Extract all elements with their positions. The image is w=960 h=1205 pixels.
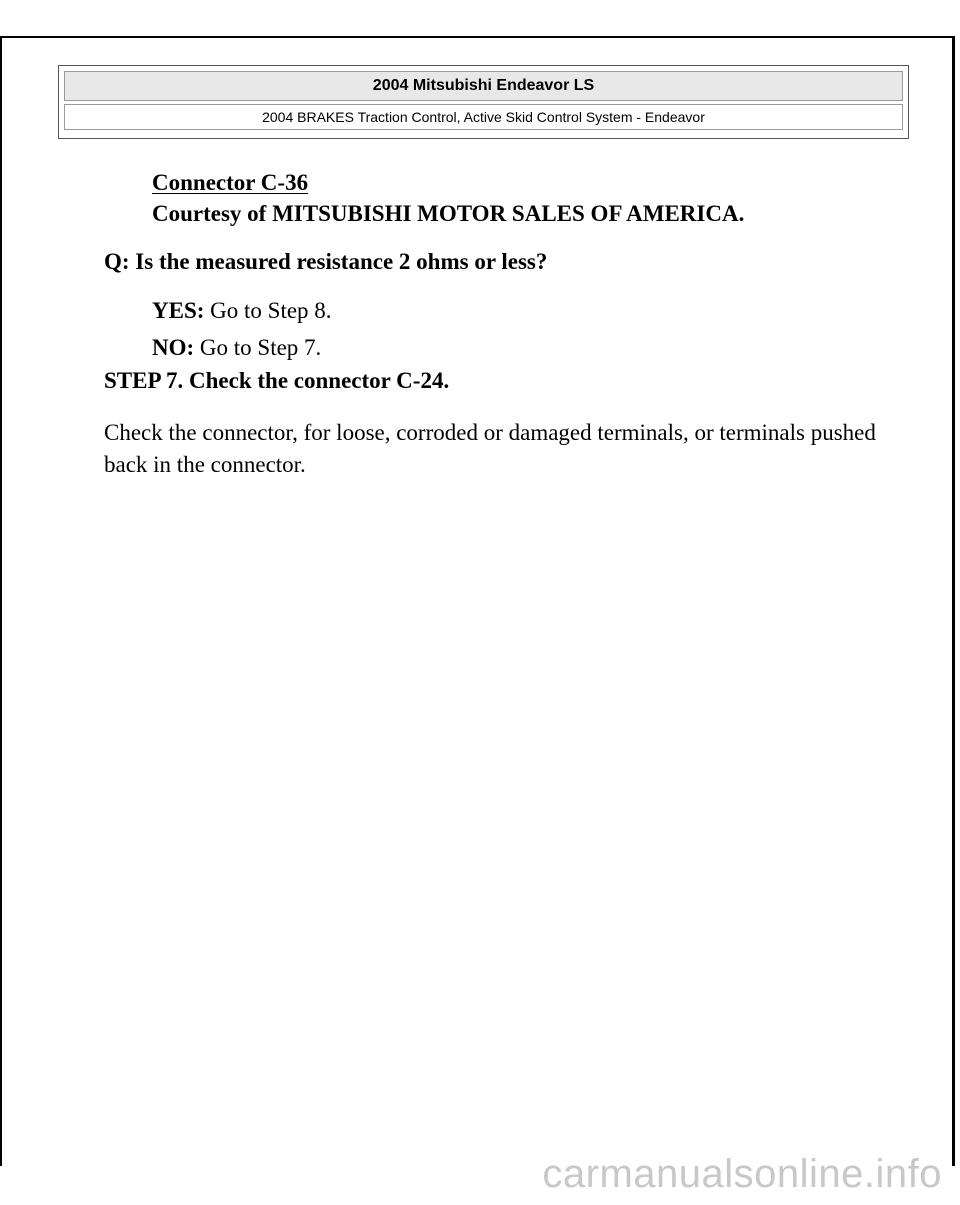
header-inner [64, 71, 903, 133]
figure-caption-courtesy: Courtesy of MITSUBISHI MOTOR SALES OF AMERICA. [152, 201, 745, 226]
document-header [58, 65, 909, 139]
header-title: 2004 Mitsubishi Endeavor LS [64, 71, 903, 101]
header-subtitle: 2004 BRAKES Traction Control, Active Skid Control System - Endeavor [64, 104, 903, 130]
answer-no-label: NO: [152, 335, 195, 360]
answer-no [152, 335, 321, 361]
step-body: Check the connector, for loose, corroded or damaged terminals, or terminals pushed back in the connector. [104, 420, 876, 477]
answer-yes-text: Go to Step 8. [204, 298, 332, 323]
answer-yes [152, 298, 332, 324]
answer-no-text: Go to Step 7. [194, 335, 322, 360]
question-text: Q: Is the measured resistance 2 ohms or less? [104, 249, 548, 274]
answer-yes-label: YES: [152, 298, 205, 323]
watermark: carmanualsonline.info [542, 1152, 942, 1196]
figure-caption-title: Connector C-36 [152, 170, 309, 195]
step-heading: STEP 7. Check the connector C-24. [104, 368, 450, 393]
